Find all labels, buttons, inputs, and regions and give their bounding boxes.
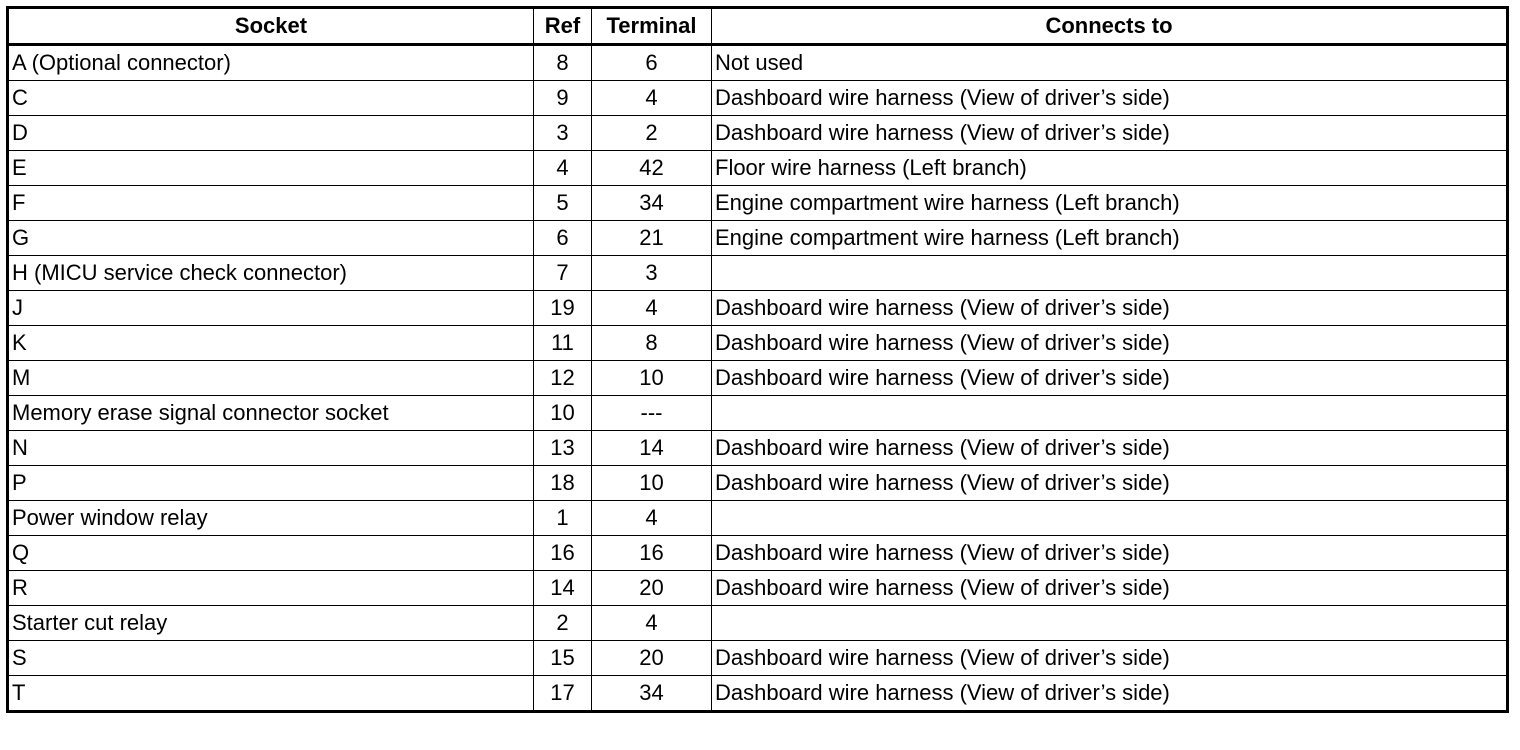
table-row <box>8 361 1508 396</box>
cell-ref: 8 <box>534 45 592 81</box>
cell-socket: Memory erase signal connector socket <box>8 396 534 431</box>
cell-terminal: 16 <box>592 536 712 571</box>
cell-socket: A (Optional connector) <box>8 45 534 81</box>
cell-terminal: 4 <box>592 291 712 326</box>
cell-connects-to: Dashboard wire harness (View of driver’s side) <box>712 571 1508 606</box>
table-row <box>8 45 1508 81</box>
cell-connects-to: Not used <box>712 45 1508 81</box>
cell-connects-to: Engine compartment wire harness (Left branch) <box>712 186 1508 221</box>
table-row <box>8 221 1508 256</box>
cell-connects-to: Dashboard wire harness (View of driver’s side) <box>712 361 1508 396</box>
header-connects-to: Connects to <box>712 8 1508 45</box>
cell-ref: 5 <box>534 186 592 221</box>
cell-ref: 2 <box>534 606 592 641</box>
cell-terminal: 6 <box>592 45 712 81</box>
cell-terminal: 10 <box>592 466 712 501</box>
cell-connects-to: Dashboard wire harness (View of driver’s side) <box>712 641 1508 676</box>
cell-connects-to <box>712 501 1508 536</box>
cell-terminal: 21 <box>592 221 712 256</box>
cell-socket: Q <box>8 536 534 571</box>
cell-connects-to: Engine compartment wire harness (Left branch) <box>712 221 1508 256</box>
cell-socket: C <box>8 81 534 116</box>
cell-terminal: 4 <box>592 81 712 116</box>
cell-ref: 7 <box>534 256 592 291</box>
connector-table <box>6 6 1509 713</box>
header-ref: Ref <box>534 8 592 45</box>
cell-ref: 9 <box>534 81 592 116</box>
cell-socket: S <box>8 641 534 676</box>
cell-connects-to <box>712 256 1508 291</box>
cell-ref: 13 <box>534 431 592 466</box>
table-row <box>8 431 1508 466</box>
table-row <box>8 641 1508 676</box>
cell-terminal: 8 <box>592 326 712 361</box>
cell-connects-to: Dashboard wire harness (View of driver’s side) <box>712 466 1508 501</box>
cell-terminal: 10 <box>592 361 712 396</box>
table-row <box>8 116 1508 151</box>
cell-ref: 16 <box>534 536 592 571</box>
cell-terminal: 34 <box>592 186 712 221</box>
cell-ref: 18 <box>534 466 592 501</box>
connector-table-container <box>6 6 1506 713</box>
cell-terminal: 34 <box>592 676 712 712</box>
table-row <box>8 326 1508 361</box>
cell-ref: 11 <box>534 326 592 361</box>
table-row <box>8 571 1508 606</box>
cell-connects-to: Dashboard wire harness (View of driver’s side) <box>712 291 1508 326</box>
cell-terminal: 42 <box>592 151 712 186</box>
cell-ref: 3 <box>534 116 592 151</box>
cell-terminal: 4 <box>592 501 712 536</box>
table-row <box>8 151 1508 186</box>
cell-ref: 19 <box>534 291 592 326</box>
cell-connects-to: Dashboard wire harness (View of driver’s side) <box>712 81 1508 116</box>
cell-socket: E <box>8 151 534 186</box>
cell-socket: Power window relay <box>8 501 534 536</box>
cell-ref: 14 <box>534 571 592 606</box>
header-terminal: Terminal <box>592 8 712 45</box>
cell-socket: R <box>8 571 534 606</box>
cell-ref: 12 <box>534 361 592 396</box>
cell-ref: 4 <box>534 151 592 186</box>
table-row <box>8 81 1508 116</box>
cell-terminal: 20 <box>592 571 712 606</box>
header-socket: Socket <box>8 8 534 45</box>
table-row <box>8 291 1508 326</box>
cell-terminal: 3 <box>592 256 712 291</box>
cell-terminal: 2 <box>592 116 712 151</box>
cell-socket: N <box>8 431 534 466</box>
cell-connects-to: Dashboard wire harness (View of driver’s side) <box>712 326 1508 361</box>
cell-socket: K <box>8 326 534 361</box>
cell-ref: 6 <box>534 221 592 256</box>
cell-ref: 1 <box>534 501 592 536</box>
cell-socket: F <box>8 186 534 221</box>
cell-socket: G <box>8 221 534 256</box>
cell-socket: M <box>8 361 534 396</box>
table-row <box>8 536 1508 571</box>
cell-terminal: 4 <box>592 606 712 641</box>
cell-connects-to: Dashboard wire harness (View of driver’s side) <box>712 431 1508 466</box>
cell-terminal: 14 <box>592 431 712 466</box>
cell-terminal: --- <box>592 396 712 431</box>
cell-socket: P <box>8 466 534 501</box>
table-row <box>8 676 1508 712</box>
cell-socket: J <box>8 291 534 326</box>
cell-socket: Starter cut relay <box>8 606 534 641</box>
table-header <box>8 8 1508 45</box>
table-body <box>8 45 1508 712</box>
table-row <box>8 501 1508 536</box>
table-row <box>8 186 1508 221</box>
cell-ref: 15 <box>534 641 592 676</box>
header-row <box>8 8 1508 45</box>
table-row <box>8 606 1508 641</box>
cell-connects-to: Floor wire harness (Left branch) <box>712 151 1508 186</box>
table-row <box>8 466 1508 501</box>
cell-connects-to: Dashboard wire harness (View of driver’s side) <box>712 116 1508 151</box>
cell-socket: D <box>8 116 534 151</box>
cell-socket: H (MICU service check connector) <box>8 256 534 291</box>
cell-connects-to: Dashboard wire harness (View of driver’s side) <box>712 676 1508 712</box>
cell-socket: T <box>8 676 534 712</box>
cell-terminal: 20 <box>592 641 712 676</box>
cell-connects-to <box>712 606 1508 641</box>
cell-connects-to: Dashboard wire harness (View of driver’s side) <box>712 536 1508 571</box>
cell-ref: 17 <box>534 676 592 712</box>
cell-connects-to <box>712 396 1508 431</box>
cell-ref: 10 <box>534 396 592 431</box>
table-row <box>8 396 1508 431</box>
table-row <box>8 256 1508 291</box>
